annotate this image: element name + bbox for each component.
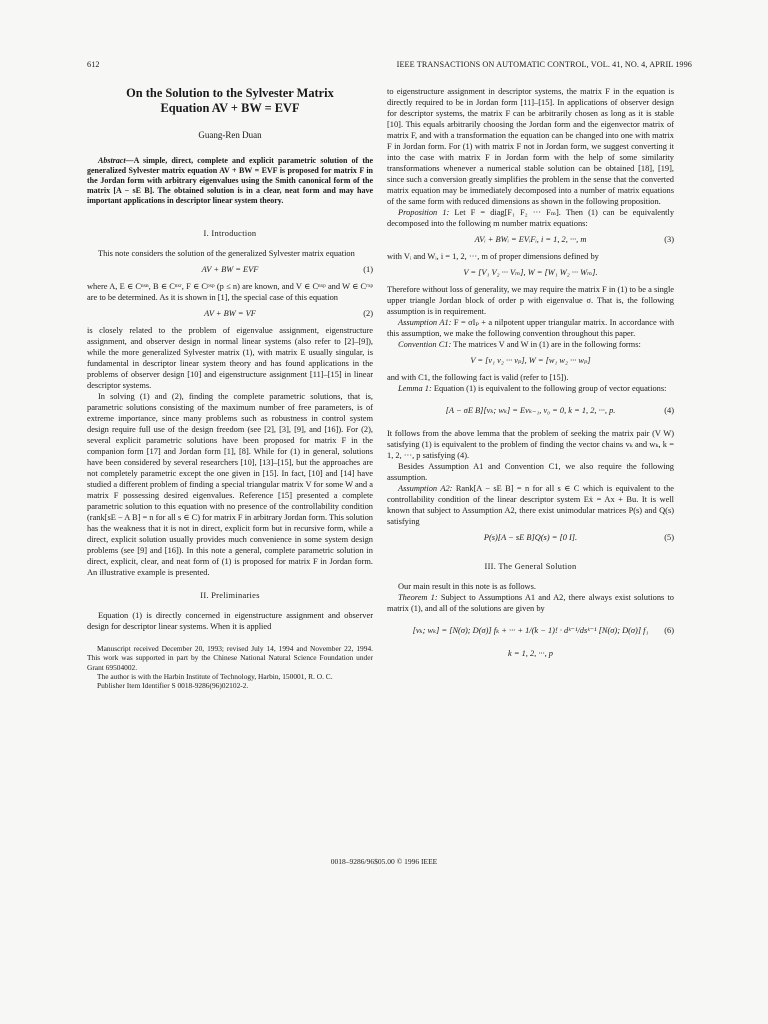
right-column (387, 86, 674, 660)
paragraph: In solving (1) and (2), finding the complete parametric solutions, that is, parametric solutions consisting of the maximum number of free parameters, is of extreme importance, since many problems such as robustness in control system design require full use of the design freedom (see [2], [3], [9], and [16]). For (2), several explicit parametric solutions have been proposed for matrix F in the companion form [17] and Jordan form [1], [8]. While for (1) in general, solutions have been considered by several researchers [10], [13]–[15], but the approaches are not completely parametric except the one given in [15]. In fact, [10] and [14] have studied a different problem of finding a special triangular matrix V for some W and a matrix F possessing desired eigenvalues. Reference [15] presented a complete parametric solution to this equation with no presence of the controllability condition (rank[sE − A B] = n for all s ∈ C) for matrix F in arbitrary Jordan form. This solution has the weakness that it is not in direct, explicit form but in recursive form, while a direct, explicit solution usually provides much convenience in some system design problems (see [9] and [16]). In this note a general, complete parametric solution in direct, explicit, clear, and neat form of (1) is proposed for matrix F in Jordan form. An illustrative example is presented. (87, 392, 373, 577)
footnote-identifier: Publisher Item Identifier S 0018-9286(96)02102-2. (97, 681, 249, 691)
paragraph: It follows from the above lemma that the problem of seeking the matrix pair (V W) satisfying (1) is equivalent to the problem of finding the vector chains vₖ and wₖ, k = 1, 2, ···, p satisfying (4). (387, 429, 674, 460)
paragraph: and with C1, the following fact is valid (refer to [15]). (387, 373, 569, 382)
paragraph: to eigenstructure assignment in descriptor systems, the matrix F in the equation is directly required to be in Jordan form [11]–[15]. In applications of observer design for descriptor systems, the matrix F can be arbitrarily chosen as long as it is stable [10]. This equals arbitrarily choosing the Jordan form and the eigenvector matrix of matrix F, and with a transformation the equation can be changed into one with matrix F in Jordan form. For (1) with matrix F not in Jordan form, we suggest converting it into the case with matrix F in Jordan form with the help of some similarity transformations whenever a numerical stable solution can be obtained [18], [19], since such a conversion greatly simplifies the problem in the sense that the converted matrix equation may be immediately decomposed into a number of matrix equations of the same form with reduced dimensions as shown in the following proposition. (387, 87, 674, 206)
equation-body: V = [V₁ V₂ ··· Vₘ], W = [W₁ W₂ ··· Wₘ]. (463, 268, 598, 277)
theorem-1 (387, 592, 674, 614)
abstract-body: A simple, direct, complete and explicit parametric solution of the generalized Sylvester matrix equation AV + BW = EVF is proposed for matrix F in the Jordan form with arbitrary eigenvalues using the Smith canonical form of the matrix [A − sE B]. The obtained solution is in a clear, neat form and may have important applications in descriptor linear system theory. (87, 156, 373, 205)
proposition-1 (387, 207, 674, 229)
equation-number: (4) (664, 406, 674, 415)
equation-body: [A − σE B][vₖ; wₖ] = Evₖ₋₁, v₀ = 0, k = 1, 2, ···, p. (445, 406, 616, 415)
section-heading-introduction: I. Introduction (203, 229, 257, 238)
paragraph: Our main result in this note is as follows. (398, 582, 536, 591)
theorem-body: Subject to Assumptions A1 and A2, there always exist solutions to matrix (1), and all of the solutions are given by (387, 593, 674, 613)
equation-vw (387, 262, 674, 284)
footnote-manuscript: Manuscript received December 20, 1993; revised July 14, 1994 and November 22, 1994. This work was supported in part by the Chinese National Natural Science Foundation under Grant 69504002. (87, 644, 373, 672)
footnotes (87, 644, 373, 690)
lemma-1 (387, 383, 674, 394)
equation-number: (1) (363, 265, 373, 274)
assumption-a2 (387, 483, 674, 527)
paragraph: Besides Assumption A1 and Convention C1, we also require the following assumption. (387, 462, 674, 482)
author-name: Guang-Ren Duan (198, 130, 262, 140)
section-heading-general-solution: III. The General Solution (484, 562, 577, 571)
equation-number: (3) (664, 235, 674, 244)
copyright-footer: 0018–9286/96$05.00 © 1996 IEEE (330, 857, 438, 866)
equation-1 (87, 259, 373, 281)
proposition-body: Let F = diag[F₁ F₂ ··· Fₘ]. Then (1) can be equivalently decomposed into the following m number matrix equations: (387, 208, 675, 228)
equation-number: (6) (664, 626, 674, 635)
paragraph: Equation (1) is directly concerned in eigenstructure assignment and observer design for descriptor linear systems. When it is applied (87, 611, 373, 631)
equation-body: P(s)[A − sE B]Q(s) = [0 I]. (483, 533, 578, 542)
assumption-a1 (387, 317, 674, 339)
title-line-1: On the Solution to the Sylvester Matrix (126, 86, 334, 100)
equation-body: AVᵢ + BWᵢ = EVᵢFᵢ, i = 1, 2, ···, m (474, 235, 587, 244)
lemma-label: Lemma 1: (398, 384, 432, 393)
assumption-label: Assumption A2: (398, 484, 453, 493)
equation-number: (2) (363, 309, 373, 318)
equation-body: k = 1, 2, ···, p (508, 649, 553, 658)
convention-label: Convention C1: (398, 340, 452, 349)
equation-body: [vₖ; wₖ] = [N(σ); D(σ)] fₖ + ··· + 1/(k − 1)! · dᵏ⁻¹/dsᵏ⁻¹ [N(σ); D(σ)] f₁ (412, 626, 649, 635)
equation-vw-columns (387, 350, 674, 372)
equation-body: AV + BW = EVF (201, 265, 259, 274)
page-number: 612 (87, 60, 100, 69)
paragraph: with Vᵢ and Wᵢ, i = 1, 2, ···, m of proper dimensions defined by (387, 252, 599, 261)
equation-5 (387, 527, 674, 549)
equation-6 (387, 614, 674, 648)
equation-2 (87, 303, 373, 325)
equation-body: AV + BW = VF (204, 309, 256, 318)
paper-title (87, 86, 373, 116)
equation-body: V = [v₁ v₂ ··· vₚ], W = [w₁ w₂ ··· wₚ] (470, 356, 591, 365)
assumption-label: Assumption A1: (398, 318, 452, 327)
journal-name: IEEE TRANSACTIONS ON AUTOMATIC CONTROL, VOL. 41, NO. 4, APRIL 1996 (396, 60, 692, 69)
theorem-label: Theorem 1: (398, 593, 438, 602)
equation-3 (387, 229, 674, 251)
paragraph: where A, E ∈ Cⁿˣⁿ, B ∈ Cⁿˣʳ, F ∈ Cᵖˣᵖ (p ≤ n) are known, and V ∈ Cⁿˣᵖ and W ∈ Cʳˣᵖ are to be determined. As it is shown in [1], the special case of this equation (87, 282, 373, 302)
lemma-body: Equation (1) is equivalent to the following group of vector equations: (433, 384, 667, 393)
assumption-body: Rank[A − sE B] = n for all s ∈ C which is equivalent to the controllability condition of the linear descriptor system Eẋ = Ax + Bu. It is well known that subject to Assumption A2, there exist unimodular matrices P(s) and Q(s) satisfying (387, 484, 675, 526)
abstract-lead: Abstract— (98, 156, 134, 165)
proposition-label: Proposition 1: (398, 208, 450, 217)
equation-6-range (387, 648, 674, 660)
convention-c1 (387, 339, 674, 350)
left-column (87, 86, 373, 690)
equation-number: (5) (664, 533, 674, 542)
convention-body: The matrices V and W in (1) are in the following forms: (453, 340, 641, 349)
running-header (87, 60, 692, 74)
paragraph: Therefore without loss of generality, we may require the matrix F in (1) to be a single upper triangle Jordan block of order p with eigenvalue σ. That is, the following assumption is in requirement. (387, 285, 674, 316)
equation-4 (387, 394, 674, 428)
paragraph: is closely related to the problem of eigenvalue assignment, eigenstructure assignment, and observer design in normal linear systems (also refer to [2]–[9]), while the more generalized Sylvester matrix (1), with matrix E usually singular, is fundamental in descriptor linear system theory and has found applications in the problems of observer design [10] and eigenstructure assignment [11]–[15] in linear descriptor systems. (87, 326, 373, 390)
assumption-body: F = σIₚ + a nilpotent upper triangular matrix. In accordance with this assumption, we make the following convention throughout this paper. (387, 318, 675, 338)
paragraph: This note considers the solution of the generalized Sylvester matrix equation (98, 249, 355, 258)
title-line-2: Equation AV + BW = EVF (160, 101, 300, 115)
footnote-author: The author is with the Harbin Institute of Technology, Harbin, 150001, R. O. C. (97, 671, 333, 681)
section-heading-preliminaries: II. Preliminaries (200, 591, 260, 600)
abstract (87, 156, 373, 206)
